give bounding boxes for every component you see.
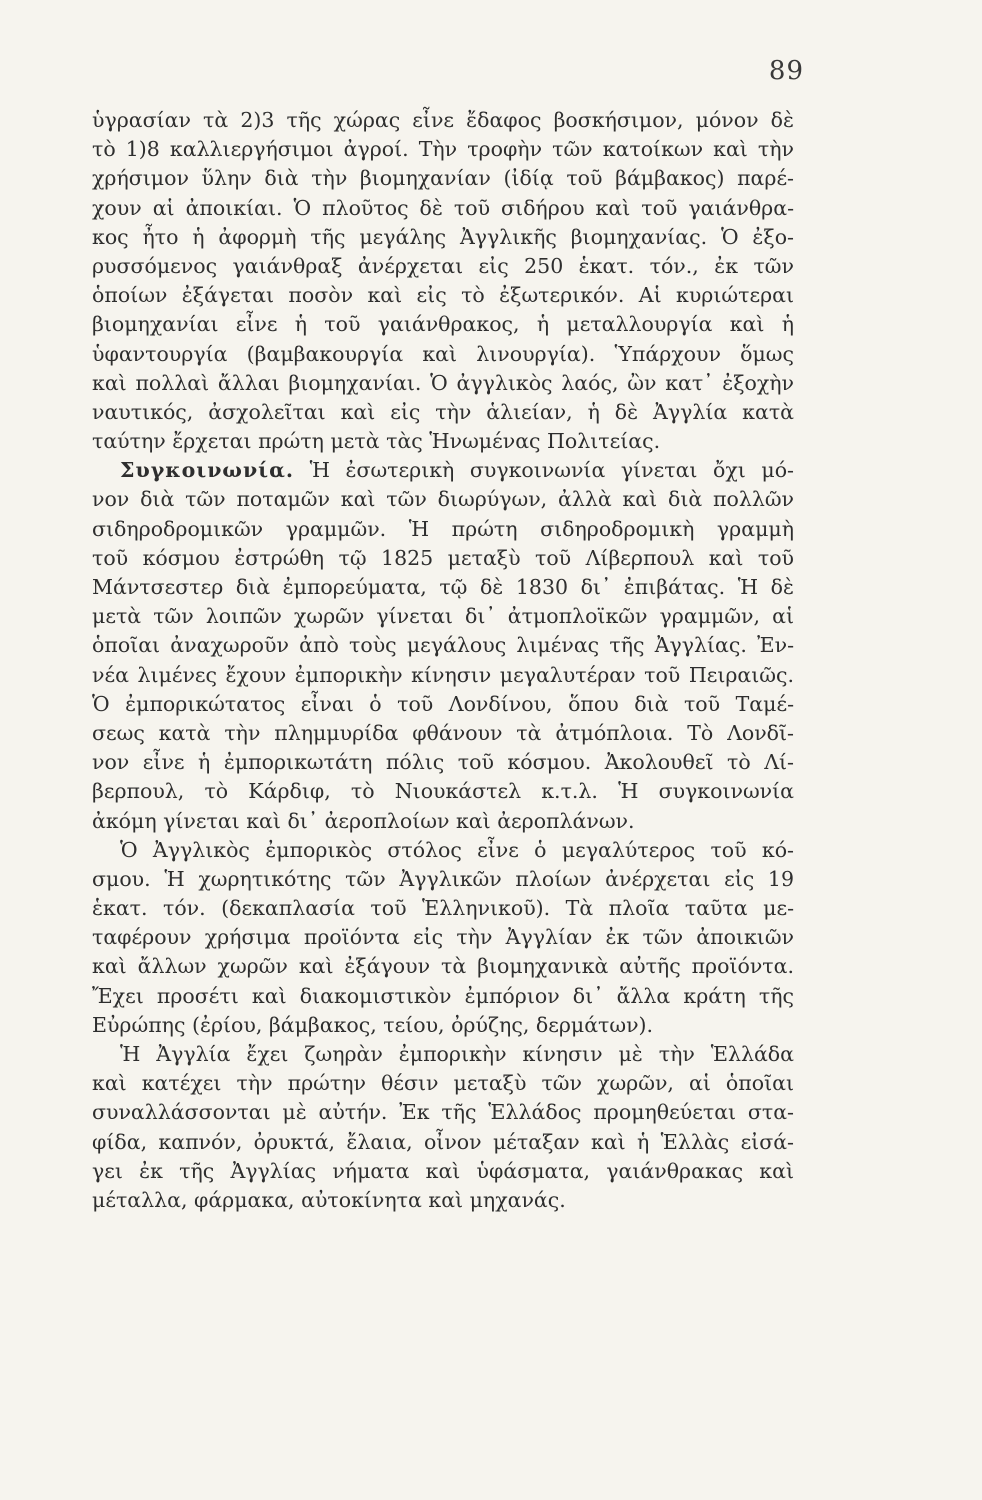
- text-line: Ἡ Ἀγγλία ἔχει ζωηρὰν ἐμπορικὴν κίνησιν μὲ τὴν Ἑλλάδα: [120, 1042, 794, 1066]
- text-line: σεως κατὰ τὴν πλημμυρίδα φθάνουν τὰ ἀτμόπλοια. Τὸ Λονδῖ-: [92, 720, 794, 745]
- text-line: Εὐρώπης (ἐρίου, βάμβακος, τείου, ὀρύζης, δερμάτων).: [92, 1012, 654, 1037]
- text-line: Μάντσεστερ διὰ ἐμπορεύματα, τῷ δὲ 1830 δι᾽ ἐπιβάτας. Ἡ δὲ: [92, 575, 794, 599]
- body-text: [92, 106, 794, 1215]
- page-number: 89: [768, 56, 804, 86]
- text-line: νέα λιμένες ἔχουν ἐμπορικὴν κίνησιν μεγαλυτέραν τοῦ Πειραιῶς.: [92, 662, 794, 687]
- text-line: καὶ κατέχει τὴν πρώτην θέσιν μεταξὺ τῶν χωρῶν, αἱ ὁποῖαι: [92, 1071, 794, 1096]
- text-line: ναυτικός, ἀσχολεῖται καὶ εἰς τὴν ἁλιείαν, ἡ δὲ Ἀγγλία κατὰ: [92, 399, 794, 424]
- text-line: τὸ 1)8 καλλιεργήσιμοι ἀγροί. Τὴν τροφὴν τῶν κατοίκων καὶ τὴν: [92, 137, 794, 162]
- text-line: ὁποίων ἐξάγεται ποσὸν καὶ εἰς τὸ ἐξωτερικόν. Αἱ κυριώτεραι: [92, 283, 794, 308]
- text-line: ὑγρασίαν τὰ 2)3 τῆς χώρας εἶνε ἔδαφος βοσκήσιμον, μόνον δὲ: [92, 108, 794, 132]
- text-line: νον εἶνε ἡ ἐμπορικωτάτη πόλις τοῦ κόσμου. Ἀκολουθεῖ τὸ Λί-: [92, 750, 794, 775]
- text-line: ὑφαντουργία (βαμβακουργία καὶ λινουργία). Ὑπάρχουν ὅμως: [92, 341, 794, 366]
- text-line: ρυσσόμενος γαιάνθραξ ἀνέρχεται εἰς 250 ἑκατ. τόν., ἐκ τῶν: [92, 253, 794, 278]
- text-line: φίδα, καπνόν, ὀρυκτά, ἔλαια, οἶνον μέταξαν καὶ ἡ Ἑλλὰς εἰσά-: [92, 1129, 794, 1154]
- text-line: ἑκατ. τόν. (δεκαπλασία τοῦ Ἑλληνικοῦ). Τὰ πλοῖα ταῦτα με-: [92, 896, 794, 921]
- text-line: ταύτην ἔρχεται πρώτη μετὰ τὰς Ἡνωμένας Πολιτείας.: [92, 429, 661, 454]
- text-line: τοῦ κόσμου ἐστρώθη τῷ 1825 μεταξὺ τοῦ Λίβερπουλ καὶ τοῦ: [92, 545, 794, 570]
- section-heading: Συγκοινωνία.: [120, 458, 295, 483]
- text-line: σιδηροδρομικῶν γραμμῶν. Ἡ πρώτη σιδηροδρομικὴ γραμμὴ: [92, 516, 794, 541]
- text-line: καὶ ἄλλων χωρῶν καὶ ἐξάγουν τὰ βιομηχανικὰ αὐτῆς προϊόντα.: [92, 954, 794, 979]
- text-line: μετὰ τῶν λοιπῶν χωρῶν γίνεται δι᾽ ἀτμοπλοϊκῶν γραμμῶν, αἱ: [92, 604, 794, 629]
- text-line: Ὁ Ἀγγλικὸς ἐμπορικὸς στόλος εἶνε ὁ μεγαλύτερος τοῦ κό-: [120, 837, 794, 862]
- text-line: γει ἐκ τῆς Ἀγγλίας νήματα καὶ ὑφάσματα, γαιάνθρακας καὶ: [92, 1158, 794, 1183]
- text-line: ἀκόμη γίνεται καὶ δι᾽ ἀεροπλοίων καὶ ἀεροπλάνων.: [92, 808, 635, 833]
- section-first-line: [92, 456, 794, 485]
- text-line: ὁποῖαι ἀναχωροῦν ἀπὸ τοὺς μεγάλους λιμένας τῆς Ἀγγλίας. Ἐν-: [92, 633, 794, 658]
- text-line: Ἔχει προσέτι καὶ διακομιστικὸν ἐμπόριον δι᾽ ἄλλα κράτη τῆς: [92, 983, 794, 1008]
- text-line: ταφέρουν χρήσιμα προϊόντα εἰς τὴν Ἀγγλίαν ἐκ τῶν ἀποικιῶν: [92, 925, 794, 950]
- text-line: Ὁ ἐμπορικώτατος εἶναι ὁ τοῦ Λονδίνου, ὅπου διὰ τοῦ Ταμέ-: [92, 691, 794, 716]
- text-line: νον διὰ τῶν ποταμῶν καὶ τῶν διωρύγων, ἀλλὰ καὶ διὰ πολλῶν: [92, 487, 794, 512]
- text-line: Ἡ ἐσωτερικὴ συγκοινωνία γίνεται ὄχι μό-: [294, 458, 794, 483]
- text-line: βιομηχανίαι εἶνε ἡ τοῦ γαιάνθρακος, ἡ μεταλλουργία καὶ ἡ: [92, 312, 794, 337]
- text-line: χουν αἱ ἀποικίαι. Ὁ πλοῦτος δὲ τοῦ σιδήρου καὶ τοῦ γαιάνθρα-: [92, 195, 794, 220]
- text-line: βερπουλ, τὸ Κάρδιφ, τὸ Νιουκάστελ κ.τ.λ. Ἡ συγκοινωνία: [92, 779, 794, 804]
- text-line: καὶ πολλαὶ ἄλλαι βιομηχανίαι. Ὁ ἀγγλικὸς λαός, ὢν κατ᾽ ἐξοχὴν: [92, 370, 794, 395]
- text-line: σμου. Ἡ χωρητικότης τῶν Ἀγγλικῶν πλοίων ἀνέρχεται εἰς 19: [92, 866, 794, 891]
- text-line: μέταλλα, φάρμακα, αὐτοκίνητα καὶ μηχανάς.: [92, 1187, 566, 1212]
- text-line: συναλλάσσονται μὲ αὐτήν. Ἐκ τῆς Ἑλλάδος προμηθεύεται στα-: [92, 1100, 794, 1125]
- text-line: κος ἦτο ἡ ἀφορμὴ τῆς μεγάλης Ἀγγλικῆς βιομηχανίας. Ὁ ἐξο-: [92, 224, 794, 249]
- text-line: χρήσιμον ὕλην διὰ τὴν βιομηχανίαν (ἰδίᾳ τοῦ βάμβακος) παρέ-: [92, 166, 794, 191]
